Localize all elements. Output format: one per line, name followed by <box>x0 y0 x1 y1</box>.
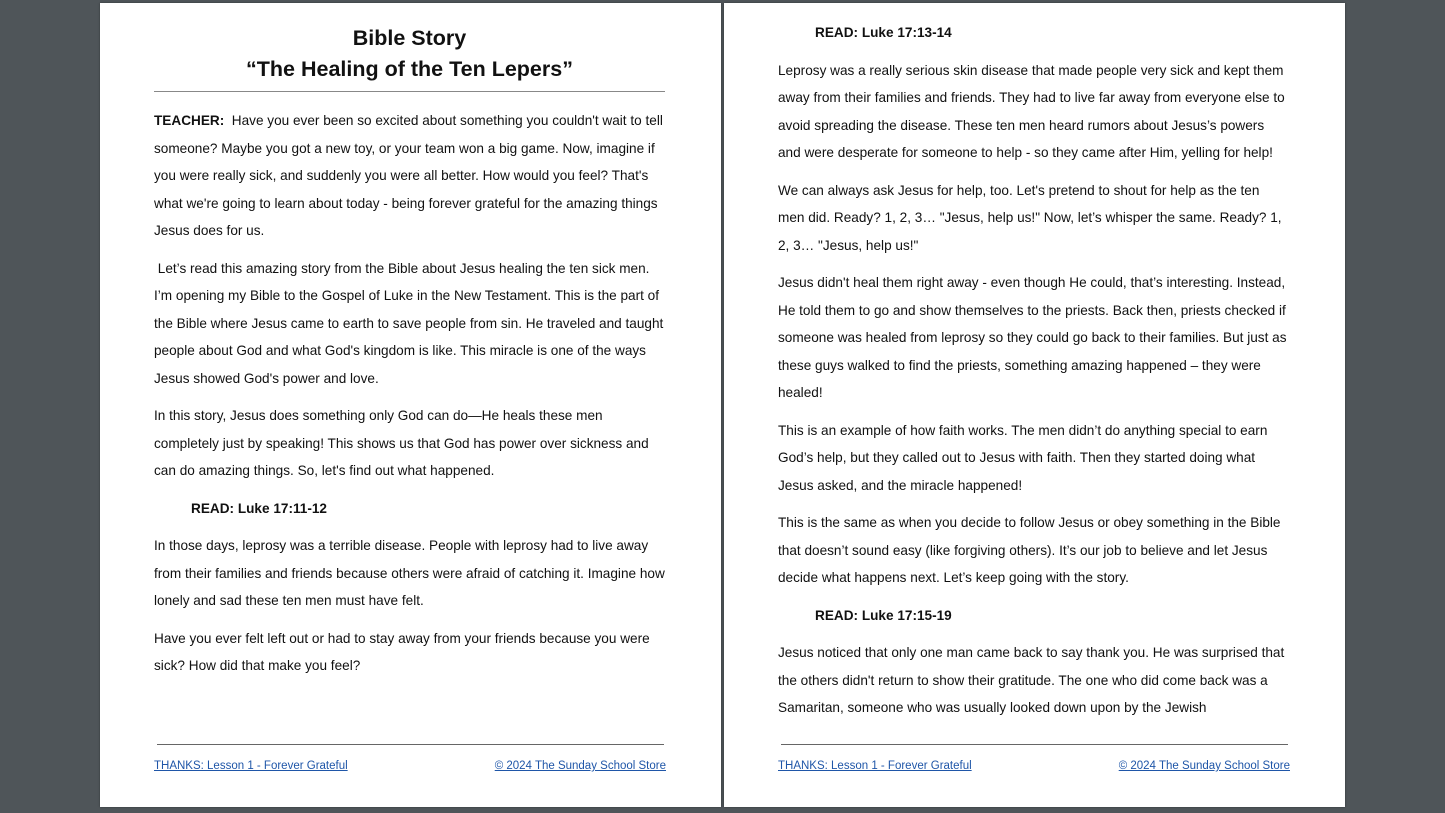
paragraph-text: Have you ever been so excited about something you couldn't wait to tell someone? Maybe you got a new toy, or your team won a big game. Now, imagine if you were really sick, and suddenly you were all better. How would you feel? That's what we're going to learn about today - being forever grateful for the amazing things Jesus does for us. <box>154 113 663 238</box>
teacher-paragraph <box>154 107 665 245</box>
paragraph: In this story, Jesus does something only God can do—He heals these men completely just by speaking! This shows us that God has power over sickness and can do amazing things. So, let's find out what happened. <box>154 408 649 478</box>
paragraph: Leprosy was a really serious skin disease that made people very sick and kept them away from their families and friends. They had to live far away from everyone else to avoid spreading the disease. These ten men heard rumors about Jesus’s powers and were desperate for someone to help - so they came after Him, yelling for help! <box>778 62 1285 160</box>
footer-divider <box>157 744 664 745</box>
paragraph: This is the same as when you decide to follow Jesus or obey something in the Bible that doesn’t sound easy (like forgiving others). It’s our job to believe and let Jesus decide what happens next. Let’s keep going with the story. <box>778 515 1281 585</box>
copyright-footer-link[interactable]: © 2024 The Sunday School Store <box>1118 760 1290 772</box>
paragraph: In those days, leprosy was a terrible disease. People with leprosy had to live away from their families and friends because others were afraid of catching it. Imagine how lonely and sad these ten men must have felt. <box>154 538 665 608</box>
footer-divider <box>781 744 1288 745</box>
document-page-left <box>100 3 721 807</box>
page-footer <box>154 760 666 772</box>
paragraph: This is an example of how faith works. The men didn’t do anything special to earn God’s help, but they called out to Jesus with faith. Then they started doing what Jesus asked, and the miracle happened! <box>778 422 1268 493</box>
paragraph: Jesus didn't heal them right away - even though He could, that’s interesting. Instead, He told them to go and show themselves to the priests. Back then, priests checked if someone was healed from leprosy so they could go back to their families. But just as these guys walked to find the priests, something amazing happened – they were healed! <box>778 275 1287 400</box>
read-heading: READ: Luke 17:15-19 <box>815 607 952 623</box>
copyright-footer-link[interactable]: © 2024 The Sunday School Store <box>494 760 666 772</box>
read-heading: READ: Luke 17:11-12 <box>191 500 327 516</box>
page-content <box>778 19 1289 722</box>
paragraph: We can always ask Jesus for help, too. Let's pretend to shout for help as the ten men did. Ready? 1, 2, 3… "Jesus, help us!" Now, let’s whisper the same. Ready? 1, 2, 3… "Jesus, help us!" <box>778 182 1282 253</box>
lesson-footer-link[interactable]: THANKS: Lesson 1 - Forever Grateful <box>778 760 972 772</box>
teacher-label: TEACHER: <box>154 113 225 128</box>
title-line-1: Bible Story <box>352 26 467 50</box>
paragraph: Jesus noticed that only one man came back to say thank you. He was surprised that the others didn't return to show their gratitude. The one who did come back was a Samaritan, someone who was usually looked down upon by the Jewish <box>778 645 1285 715</box>
title-line-2: “The Healing of the Ten Lepers” <box>246 57 573 81</box>
paragraph: Have you ever felt left out or had to stay away from your friends because you were sick? How did that make you feel? <box>154 630 650 673</box>
page-title <box>154 23 665 92</box>
read-heading: READ: Luke 17:13-14 <box>815 25 952 40</box>
page-footer <box>778 760 1290 772</box>
page-content <box>154 23 668 680</box>
paragraph: Let’s read this amazing story from the Bible about Jesus healing the ten sick men. I’m opening my Bible to the Gospel of Luke in the New Testament. This is the part of the Bible where Jesus came to earth to save people from sin. He traveled and taught people about God and what God's kingdom is like. This miracle is one of the ways Jesus showed God's power and love. <box>154 260 668 386</box>
lesson-footer-link[interactable]: THANKS: Lesson 1 - Forever Grateful <box>154 760 348 772</box>
document-page-right <box>724 3 1345 807</box>
